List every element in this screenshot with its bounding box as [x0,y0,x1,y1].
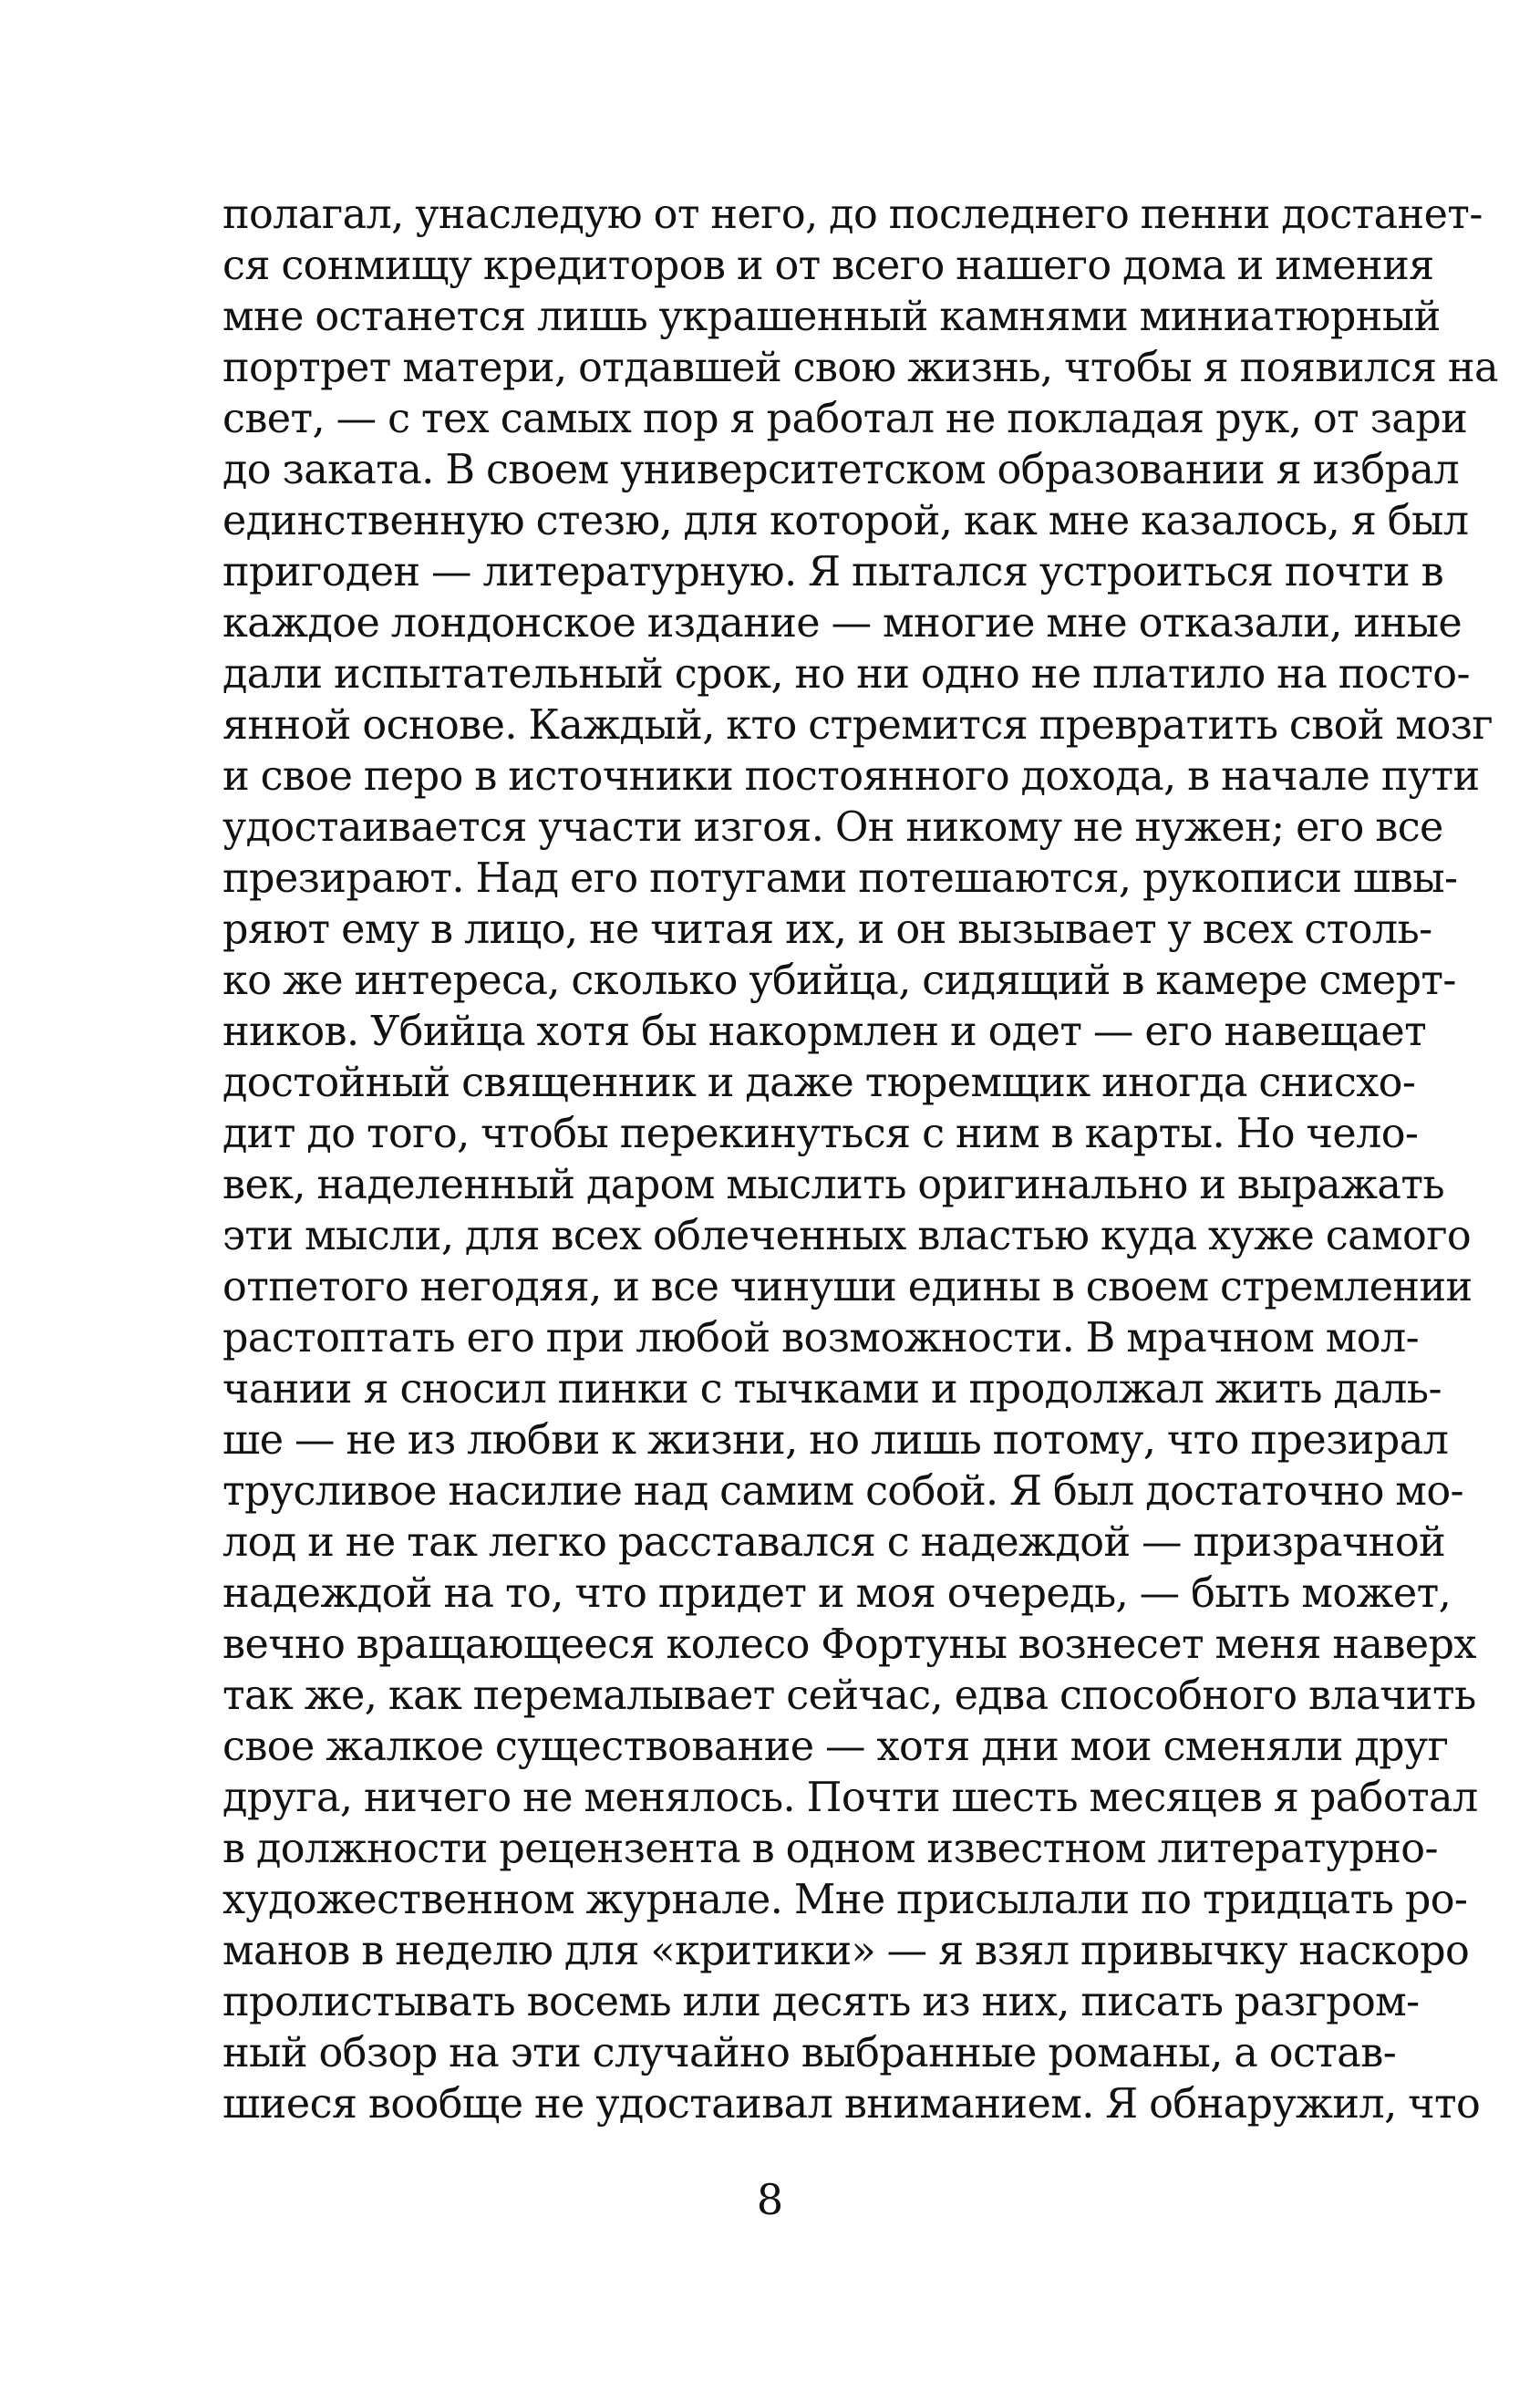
text-line-8: пригоден — литературную. Я пытался устроиться почти в [222,549,1444,595]
text-line-27: лод и не так легко расставался с надеждой — призрачной [222,1519,1446,1566]
text-line-35: манов в неделю для «критики» — я взял привычку наскоро [222,1928,1470,1974]
text-line-1: полагал, унаследую от него, до последнего пенни достанет- [222,192,1483,238]
text-line-26: трусливое насилие над самим собой. Я был достаточно мо- [222,1468,1463,1515]
body-text [222,190,1498,2130]
text-line-23: растоптать его при любой возможности. В мрачном мол- [222,1315,1420,1362]
text-line-7: единственную стезю, для которой, как мне казалось, я был [222,498,1469,544]
text-line-22: отпетого негодяя, и все чинуши едины в своем стремлении [222,1264,1473,1310]
text-line-9: каждое лондонское издание — многие мне отказали, иные [222,600,1462,647]
text-line-38: шиеся вообще не удостаивал вниманием. Я обнаружил, что [222,2081,1481,2128]
text-line-5: свет, — с тех самых пор я работал не покладая рук, от зари [222,396,1468,442]
text-line-19: дит до того, чтобы перекинуться с ним в карты. Но чело- [222,1111,1419,1157]
text-line-11: янной основе. Каждый, кто стремится превратить свой мозг [222,702,1493,749]
text-line-16: ко же интереса, сколько убийца, сидящий в камере смерт- [222,958,1456,1004]
text-line-10: дали испытательный срок, но ни одно не платило на посто- [222,651,1470,698]
text-line-31: свое жалкое существование — хотя дни мои сменяли друг [222,1724,1449,1770]
text-line-36: пролистывать восемь или десять из них, писать разгром- [222,1979,1420,2025]
text-line-24: чании я сносил пинки с тычками и продолжал жить даль- [222,1366,1442,1413]
page-number: 8 [756,2175,784,2224]
text-line-13: удостаивается участи изгоя. Он никому не нужен; его все [222,804,1443,851]
text-line-28: надеждой на то, что придет и моя очередь, — быть может, [222,1570,1452,1617]
text-line-14: презирают. Над его потугами потешаются, рукописи швы- [222,855,1458,902]
text-line-25: ше — не из любви к жизни, но лишь потому, что презирал [222,1417,1449,1464]
text-line-6: до заката. В своем университетском образовании я избрал [222,447,1460,493]
text-line-4: портрет матери, отдавшей свою жизнь, чтобы я появился на [222,345,1498,391]
text-line-17: ников. Убийца хотя бы накормлен и одет — его навещает [222,1009,1427,1055]
text-line-33: в должности рецензента в одном известном литературно- [222,1826,1438,1872]
text-line-2: ся сонмищу кредиторов и от всего нашего дома и имения [222,243,1434,289]
text-line-21: эти мысли, для всех облеченных властью куда хуже самого [222,1213,1472,1259]
text-line-15: ряют ему в лицо, не читая их, и он вызывает у всех столь- [222,906,1432,953]
text-line-29: вечно вращающееся колесо Фортуны вознесет меня наверх [222,1621,1476,1668]
text-line-20: век, наделенный даром мыслить оригинально и выражать [222,1162,1444,1208]
text-line-12: и свое перо в источники постоянного дохода, в начале пути [222,753,1480,800]
text-line-32: друга, ничего не менялось. Почти шесть месяцев я работал [222,1775,1478,1821]
text-line-3: мне останется лишь украшенный камнями миниатюрный [222,294,1441,340]
text-line-37: ный обзор на эти случайно выбранные романы, а остав- [222,2030,1397,2076]
text-line-30: так же, как перемалывает сейчас, едва способного влачить [222,1672,1476,1719]
text-line-34: художественном журнале. Мне присылали по тридцать ро- [222,1877,1468,1923]
text-line-18: достойный священник и даже тюремщик иногда снисхо- [222,1060,1416,1106]
